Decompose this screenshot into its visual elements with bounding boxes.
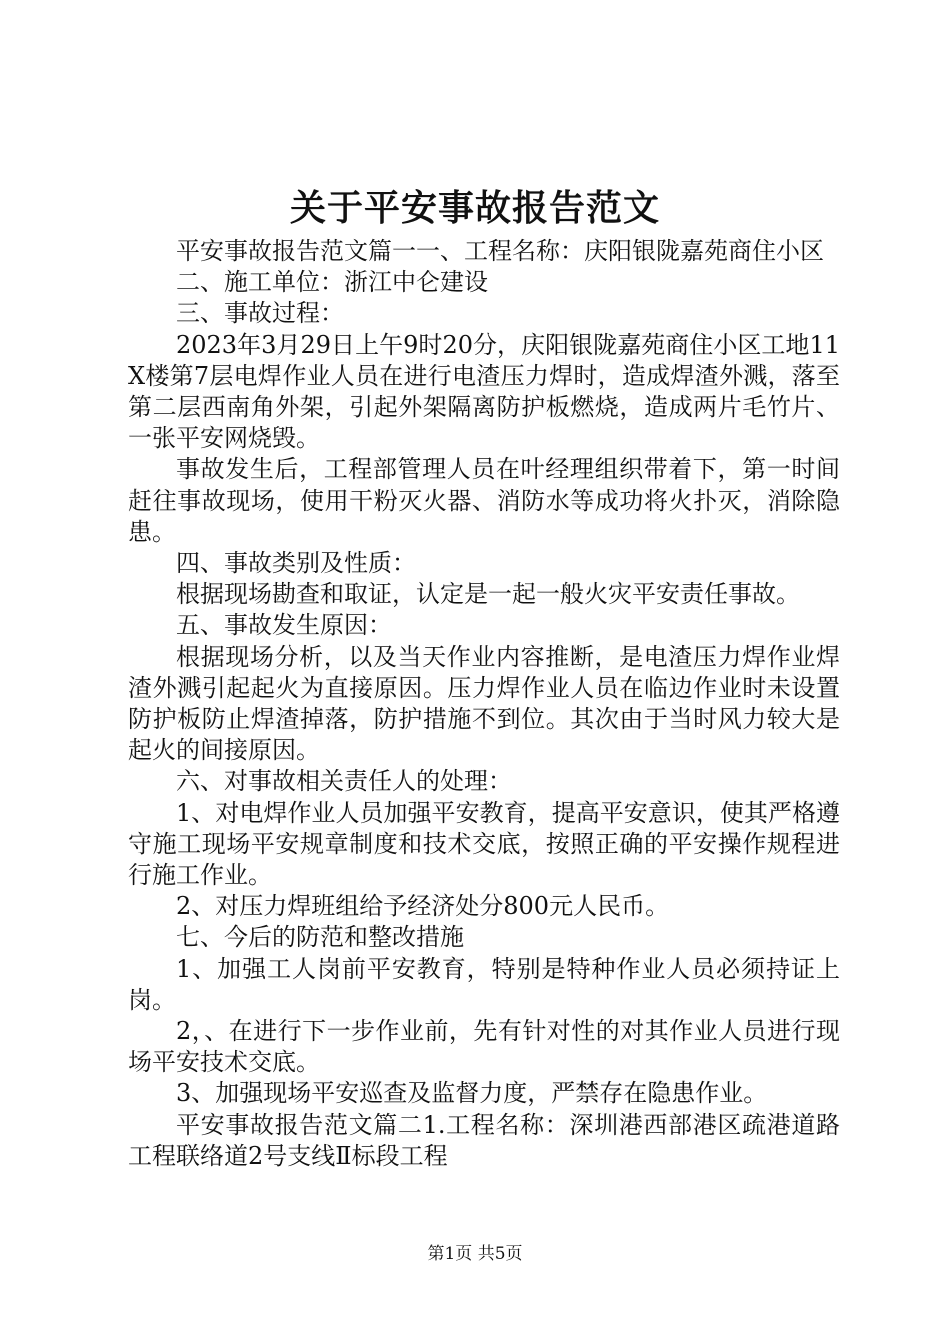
paragraph: 3、加强现场平安巡查及监督力度，严禁存在隐患作业。 [176,1079,768,1108]
paragraph: 2，、在进行下一步作业前，先有针对性的对其作业人员进行现场平安技术交底。 [128,1017,840,1077]
paragraph: 六、对事故相关责任人的处理： [176,767,512,796]
document-title: 关于平安事故报告范文 [289,187,660,229]
paragraph: 事故发生后，工程部管理人员在叶经理组织带着下，第一时间赶往事故现场，使用干粉灭火器、消防水等成功将火扑灭，消除隐患。 [128,455,840,546]
paragraph: 三、事故过程： [176,299,344,328]
paragraph: 1、加强工人岗前平安教育，特别是特种作业人员必须持证上岗。 [128,954,840,1014]
paragraph: 1、对电焊作业人员加强平安教育，提高平安意识，使其严格遵守施工现场平安规章制度和技术交底，按照正确的平安操作规程进行施工作业。 [128,798,840,890]
paragraph: 2、对压力焊班组给予经济处分800元人民币。 [176,892,670,921]
paragraph: 七、今后的防范和整改措施 [176,923,464,952]
paragraph: 二、施工单位：浙江中仑建设 [176,268,488,297]
page-number-footer: 第1页 共5页 [427,1244,523,1264]
paragraph: 2023年3月29日上午9时20分，庆阳银陇嘉苑商住小区工地11X楼第7层电焊作业人员在进行电渣压力焊时，造成焊渣外溅，落至第二层西南角外架，引起外架隔离防护板燃烧，造成两片毛竹片、一张平安网烧毁。 [128,330,840,453]
paragraph: 根据现场分析，以及当天作业内容推断，是电渣压力焊作业焊渣外溅引起起火为直接原因。压力焊作业人员在临边作业时未设置防护板防止焊渣掉落，防护措施不到位。其次由于当时风力较大是起火的间接原因。 [128,642,840,765]
paragraph: 平安事故报告范文篇二1.工程名称：深圳港西部港区疏港道路工程联络道2号支线Ⅱ标段工程 [128,1110,840,1170]
paragraph: 四、事故类别及性质： [176,549,416,578]
paragraph: 五、事故发生原因： [176,611,392,640]
paragraph: 根据现场勘查和取证，认定是一起一般火灾平安责任事故。 [176,580,800,609]
paragraph: 平安事故报告范文篇一一、工程名称：庆阳银陇嘉苑商住小区 [176,237,824,265]
document-body [128,236,840,1172]
